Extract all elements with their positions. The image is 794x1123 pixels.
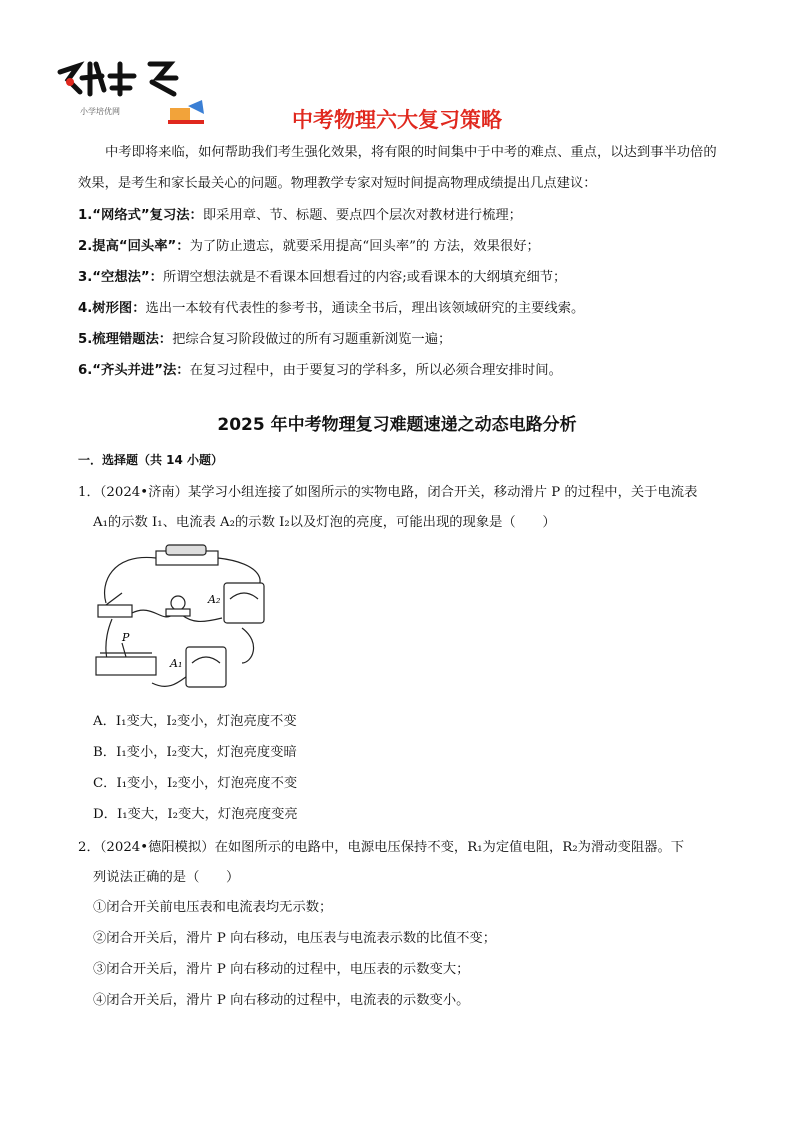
question-1-line1: 1．（2024•济南）某学习小组连接了如图所示的实物电路，闭合开关，移动滑片 P 的过程中，关于电流表 [78, 485, 698, 500]
intro-paragraph: 中考即将来临，如何帮助我们考生强化效果，将有限的时间集中于中考的难点、重点，以达到事半功倍的效果，是考生和家长最关心的问题。物理教学专家对短时间提高物理成绩提出几点建议： [78, 145, 717, 191]
strategy-item: 4.树形图：选出一本较有代表性的参考书，通读全书后，理出该领域研究的主要线索。 [78, 301, 585, 316]
statement-1: ①闭合开关前电压表和电流表均无示数； [93, 900, 333, 915]
page-title: 中考物理六大复习策略 [292, 108, 502, 132]
strategy-item: 3.“空想法”：所谓空想法就是不看课本回想看过的内容;或看课本的大纲填充细节； [78, 270, 567, 285]
label-p: P [122, 631, 130, 644]
option-a: A．I₁变大，I₂变小，灯泡亮度不变 [93, 714, 297, 729]
option-c: C．I₁变小，I₂变小，灯泡亮度不变 [93, 776, 298, 791]
strategy-item: 6.“齐头并进”法：在复习过程中，由于要复习的学科多，所以必须合理安排时间。 [78, 363, 562, 378]
question-2 [78, 833, 728, 893]
logo-subtitle: 小学培优网 [80, 107, 120, 116]
strategy-item: 2.提高“回头率”：为了防止遗忘，就要采用提高“回头率”的 方法，效果很好； [78, 239, 540, 254]
section-subtitle: 一．选择题（共 14 小题） [78, 453, 224, 467]
label-a1: A₁ [170, 657, 183, 670]
strategy-item: 5.梳理错题法：把综合复习阶段做过的所有习题重新浏览一遍； [78, 332, 452, 347]
question-1 [78, 478, 728, 538]
statement-2: ②闭合开关后，滑片 P 向右移动，电压表与电流表示数的比值不变； [93, 931, 497, 946]
question-2-line2: 列说法正确的是（ ） [93, 870, 240, 885]
label-a2: A₂ [208, 593, 221, 606]
option-d: D．I₁变大，I₂变大，灯泡亮度变亮 [93, 807, 298, 822]
option-b: B．I₁变小，I₂变大，灯泡亮度变暗 [93, 745, 297, 760]
strategy-item: 1.“网络式”复习法：即采用章、节、标题、要点四个层次对教材进行梳理； [78, 208, 522, 223]
question-1-line2: A₁的示数 I₁、电流表 A₂的示数 I₂以及灯泡的亮度，可能出现的现象是（ ） [93, 515, 556, 530]
statement-3: ③闭合开关后，滑片 P 向右移动的过程中，电压表的示数变大； [93, 962, 470, 977]
section-title: 2025 年中考物理复习难题速递之动态电路分析 [217, 415, 577, 435]
question-2-line1: 2．（2024•德阳模拟）在如图所示的电路中，电源电压保持不变，R₁为定值电阻，R₂为滑动变阻器。下 [78, 840, 685, 855]
statement-4: ④闭合开关后，滑片 P 向右移动的过程中，电流表的示数变小。 [93, 993, 470, 1008]
circuit-figure [92, 543, 272, 693]
